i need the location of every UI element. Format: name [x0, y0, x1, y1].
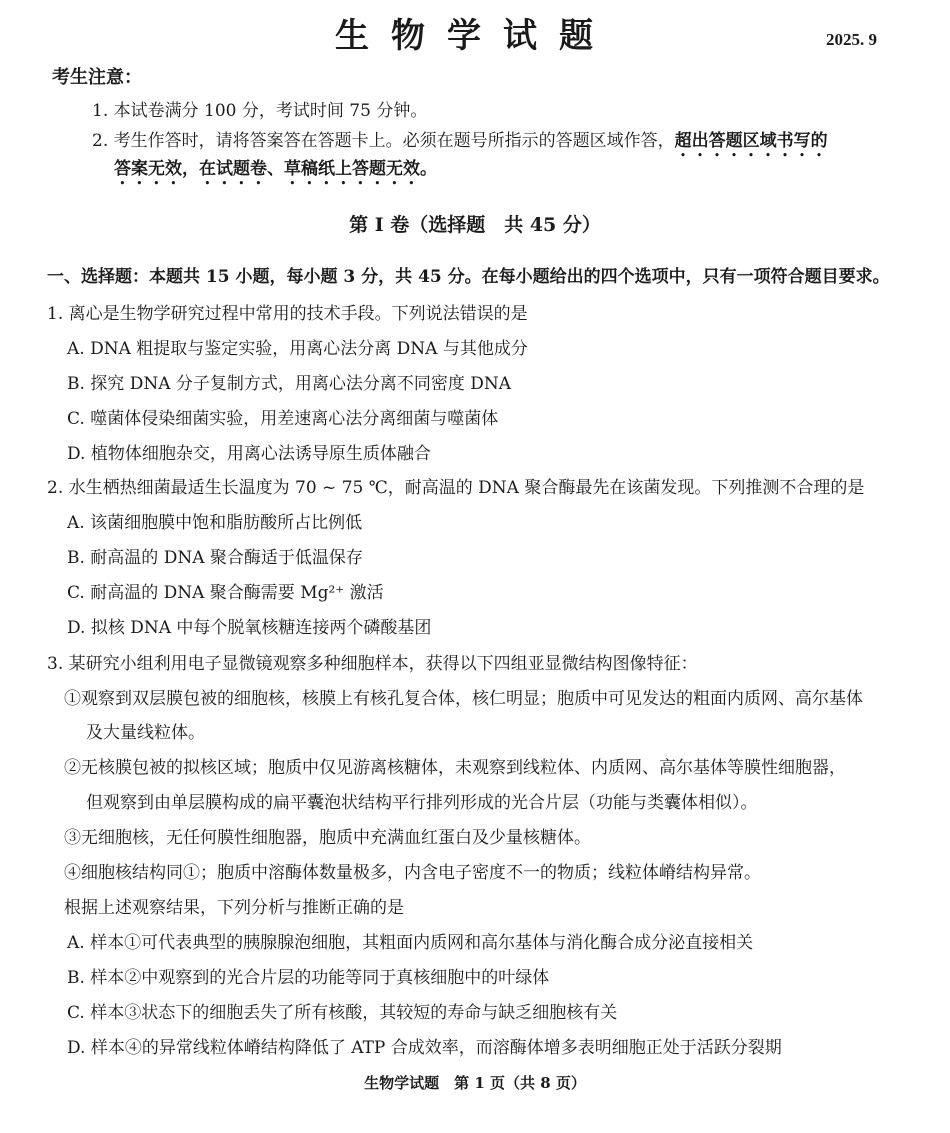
q3-option-b: B. 样本②中观察到的光合片层的功能等同于真核细胞中的叶绿体 [67, 968, 550, 988]
q2-option-a: A. 该菌细胞膜中饱和脂肪酸所占比例低 [67, 513, 363, 533]
page-footer: 生物学试题 第 1 页（共 8 页） [364, 1074, 586, 1092]
q2-stem: 2. 水生栖热细菌最适生长温度为 70 ~ 75 ℃，耐高温的 DNA 聚合酶最先在该菌发现。下列推测不合理的是 [47, 478, 865, 498]
notice-item-2-line-2 [114, 154, 437, 189]
q1-option-c: C. 噬菌体侵染细菌实验，用差速离心法分离细菌与噬菌体 [67, 409, 499, 429]
section-title: 第 I 卷（选择题 共 45 分） [349, 214, 601, 236]
q3-sample-3: ③无细胞核，无任何膜性细胞器，胞质中充满血红蛋白及少量核糖体。 [64, 828, 591, 848]
q2-option-c: C. 耐高温的 DNA 聚合酶需要 Mg²⁺ 激活 [67, 583, 384, 603]
notice-item-2-end: 。 [420, 159, 437, 179]
exam-date: 2025. 9 [826, 30, 877, 49]
q1-option-b: B. 探究 DNA 分子复制方式，用离心法分离不同密度 DNA [67, 374, 512, 394]
q1-option-d: D. 植物体细胞杂交，用离心法诱导原生质体融合 [67, 444, 431, 464]
q3-stem: 3. 某研究小组利用电子显微镜观察多种细胞样本，获得以下四组亚显微结构图像特征： [47, 654, 698, 674]
q1-stem: 1. 离心是生物学研究过程中常用的技术手段。下列说法错误的是 [47, 304, 528, 324]
q3-sample-2-line-1: ②无核膜包被的拟核区域；胞质中仅见游离核糖体，未观察到线粒体、内质网、高尔基体等膜性细胞器， [64, 758, 846, 778]
q3-option-d: D. 样本④的异常线粒体嵴结构降低了 ATP 合成效率，而溶酶体增多表明细胞正处于活跃分裂期 [67, 1038, 782, 1058]
q2-option-d: D. 拟核 DNA 中每个脱氧核糖连接两个磷酸基团 [67, 618, 432, 638]
notice-heading: 考生注意： [52, 67, 142, 88]
notice-item-1: 1. 本试卷满分 100 分，考试时间 75 分钟。 [92, 101, 428, 121]
q3-sample-1-line-2: 及大量线粒体。 [86, 723, 205, 743]
q3-option-a: A. 样本①可代表典型的胰腺腺泡细胞，其粗面内质网和高尔基体与消化酶合成分泌直接相关 [67, 933, 754, 953]
q1-option-a: A. DNA 粗提取与鉴定实验，用离心法分离 DNA 与其他成分 [67, 339, 528, 359]
q2-option-b: B. 耐高温的 DNA 聚合酶适于低温保存 [67, 548, 363, 568]
q3-lead: 根据上述观察结果，下列分析与推断正确的是 [64, 898, 404, 918]
q3-sample-1-line-1: ①观察到双层膜包被的细胞核，核膜上有核孔复合体，核仁明显；胞质中可见发达的粗面内质网、高尔基体 [64, 689, 863, 709]
q3-option-c: C. 样本③状态下的细胞丢失了所有核酸，其较短的寿命与缺乏细胞核有关 [67, 1003, 618, 1023]
notice-item-2-text: 2. 考生作答时，请将答案答在答题卡上。必须在题号所指示的答题区域作答， [92, 131, 675, 151]
notice-item-2-emphasis-2: 答案无效，在试题卷、草稿纸上答题无效 [114, 159, 420, 179]
q3-sample-4: ④细胞核结构同①；胞质中溶酶体数量极多，内含电子密度不一的物质；线粒体嵴结构异常。 [64, 863, 761, 883]
page-title: 生物学试题 [335, 16, 615, 56]
section-instruction: 一、选择题：本题共 15 小题，每小题 3 分，共 45 分。在每小题给出的四个选项中，只有一项符合题目要求。 [47, 267, 890, 287]
notice-item-2-emphasis-1: 超出答题区域书写的 [674, 131, 828, 151]
q3-sample-2-line-2: 但观察到由单层膜构成的扁平囊泡状结构平行排列形成的光合片层（功能与类囊体相似）。 [86, 793, 758, 813]
